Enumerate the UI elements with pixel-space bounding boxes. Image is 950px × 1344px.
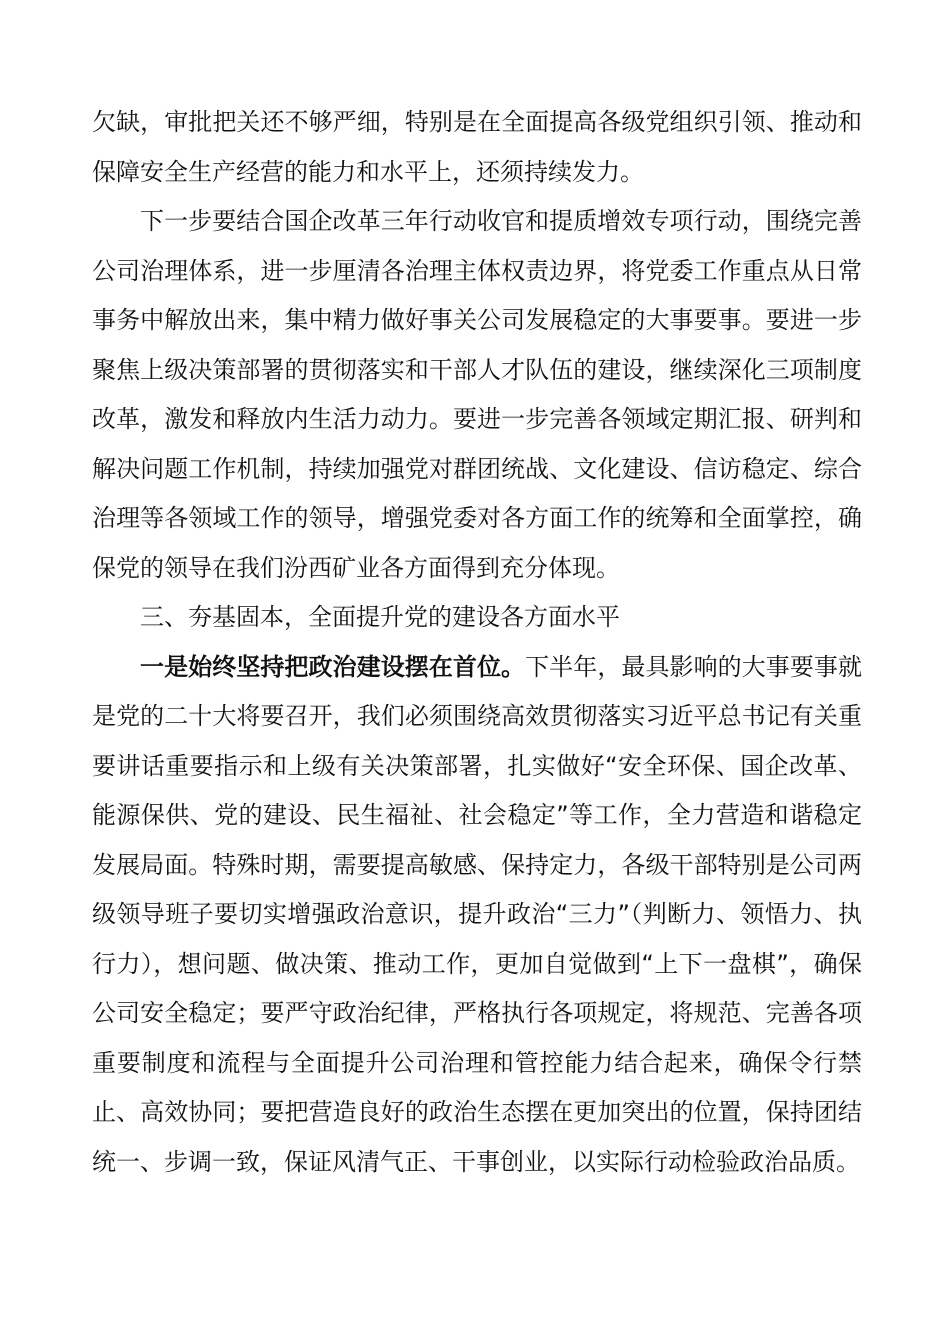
paragraph-continuation: 欠缺，审批把关还不够严细，特别是在全面提高各级党组织引领、推动和保障安全生产经营的能力和水平上，还须持续发力。 [92, 108, 862, 186]
section-heading: 三、夯基固本，全面提升党的建设各方面水平 [140, 603, 620, 631]
paragraph-next-steps: 下一步要结合国企改革三年行动收官和提质增效专项行动，围绕完善公司治理体系，进一步厘清各治理主体权责边界，将党委工作重点从日常事务中解放出来，集中精力做好事关公司发展稳定的大事要事。要进一步聚焦上级决策部署的贯彻落实和干部人才队伍的建设，继续深化三项制度改革，激发和释放内生活力动力。要进一步完善各领域定期汇报、研判和解决问题工作机制，持续加强党对群团统战、文化建设、信访稳定、综合治理等各领域工作的领导，增强党委对各方面工作的统筹和全面掌控，确保党的领导在我们汾西矿业各方面得到充分体现。 [92, 207, 862, 582]
paragraph-political-construction [92, 643, 862, 1188]
bold-lead-sentence: 一是始终坚持把政治建设摆在首位。 [140, 652, 526, 681]
paragraph-body-text: 下半年，最具影响的大事要事就是党的二十大将要召开，我们必须围绕高效贯彻落实习近平总书记有关重要讲话重要指示和上级有关决策部署，扎实做好“安全环保、国企改革、能源保供、党的建设、民生福祉、社会稳定”等工作，全力营造和谐稳定发展局面。特殊时期，需要提高敏感、保持定力，各级干部特别是公司两级领导班子要切实增强政治意识，提升政治“三力”（判断力、领悟力、执行力），想问题、做决策、推动工作，更加自觉做到“上下一盘棋”，确保公司安全稳定；要严守政治纪律，严格执行各项规定，将规范、完善各项重要制度和流程与全面提升公司治理和管控能力结合起来，确保令行禁止、高效协同；要把营造良好的政治生态摆在更加突出的位置，保持团结统一、步调一致，保证风清气正、干事创业，以实际行动检验政治品质。 [92, 652, 863, 1176]
document-body [92, 98, 862, 1187]
